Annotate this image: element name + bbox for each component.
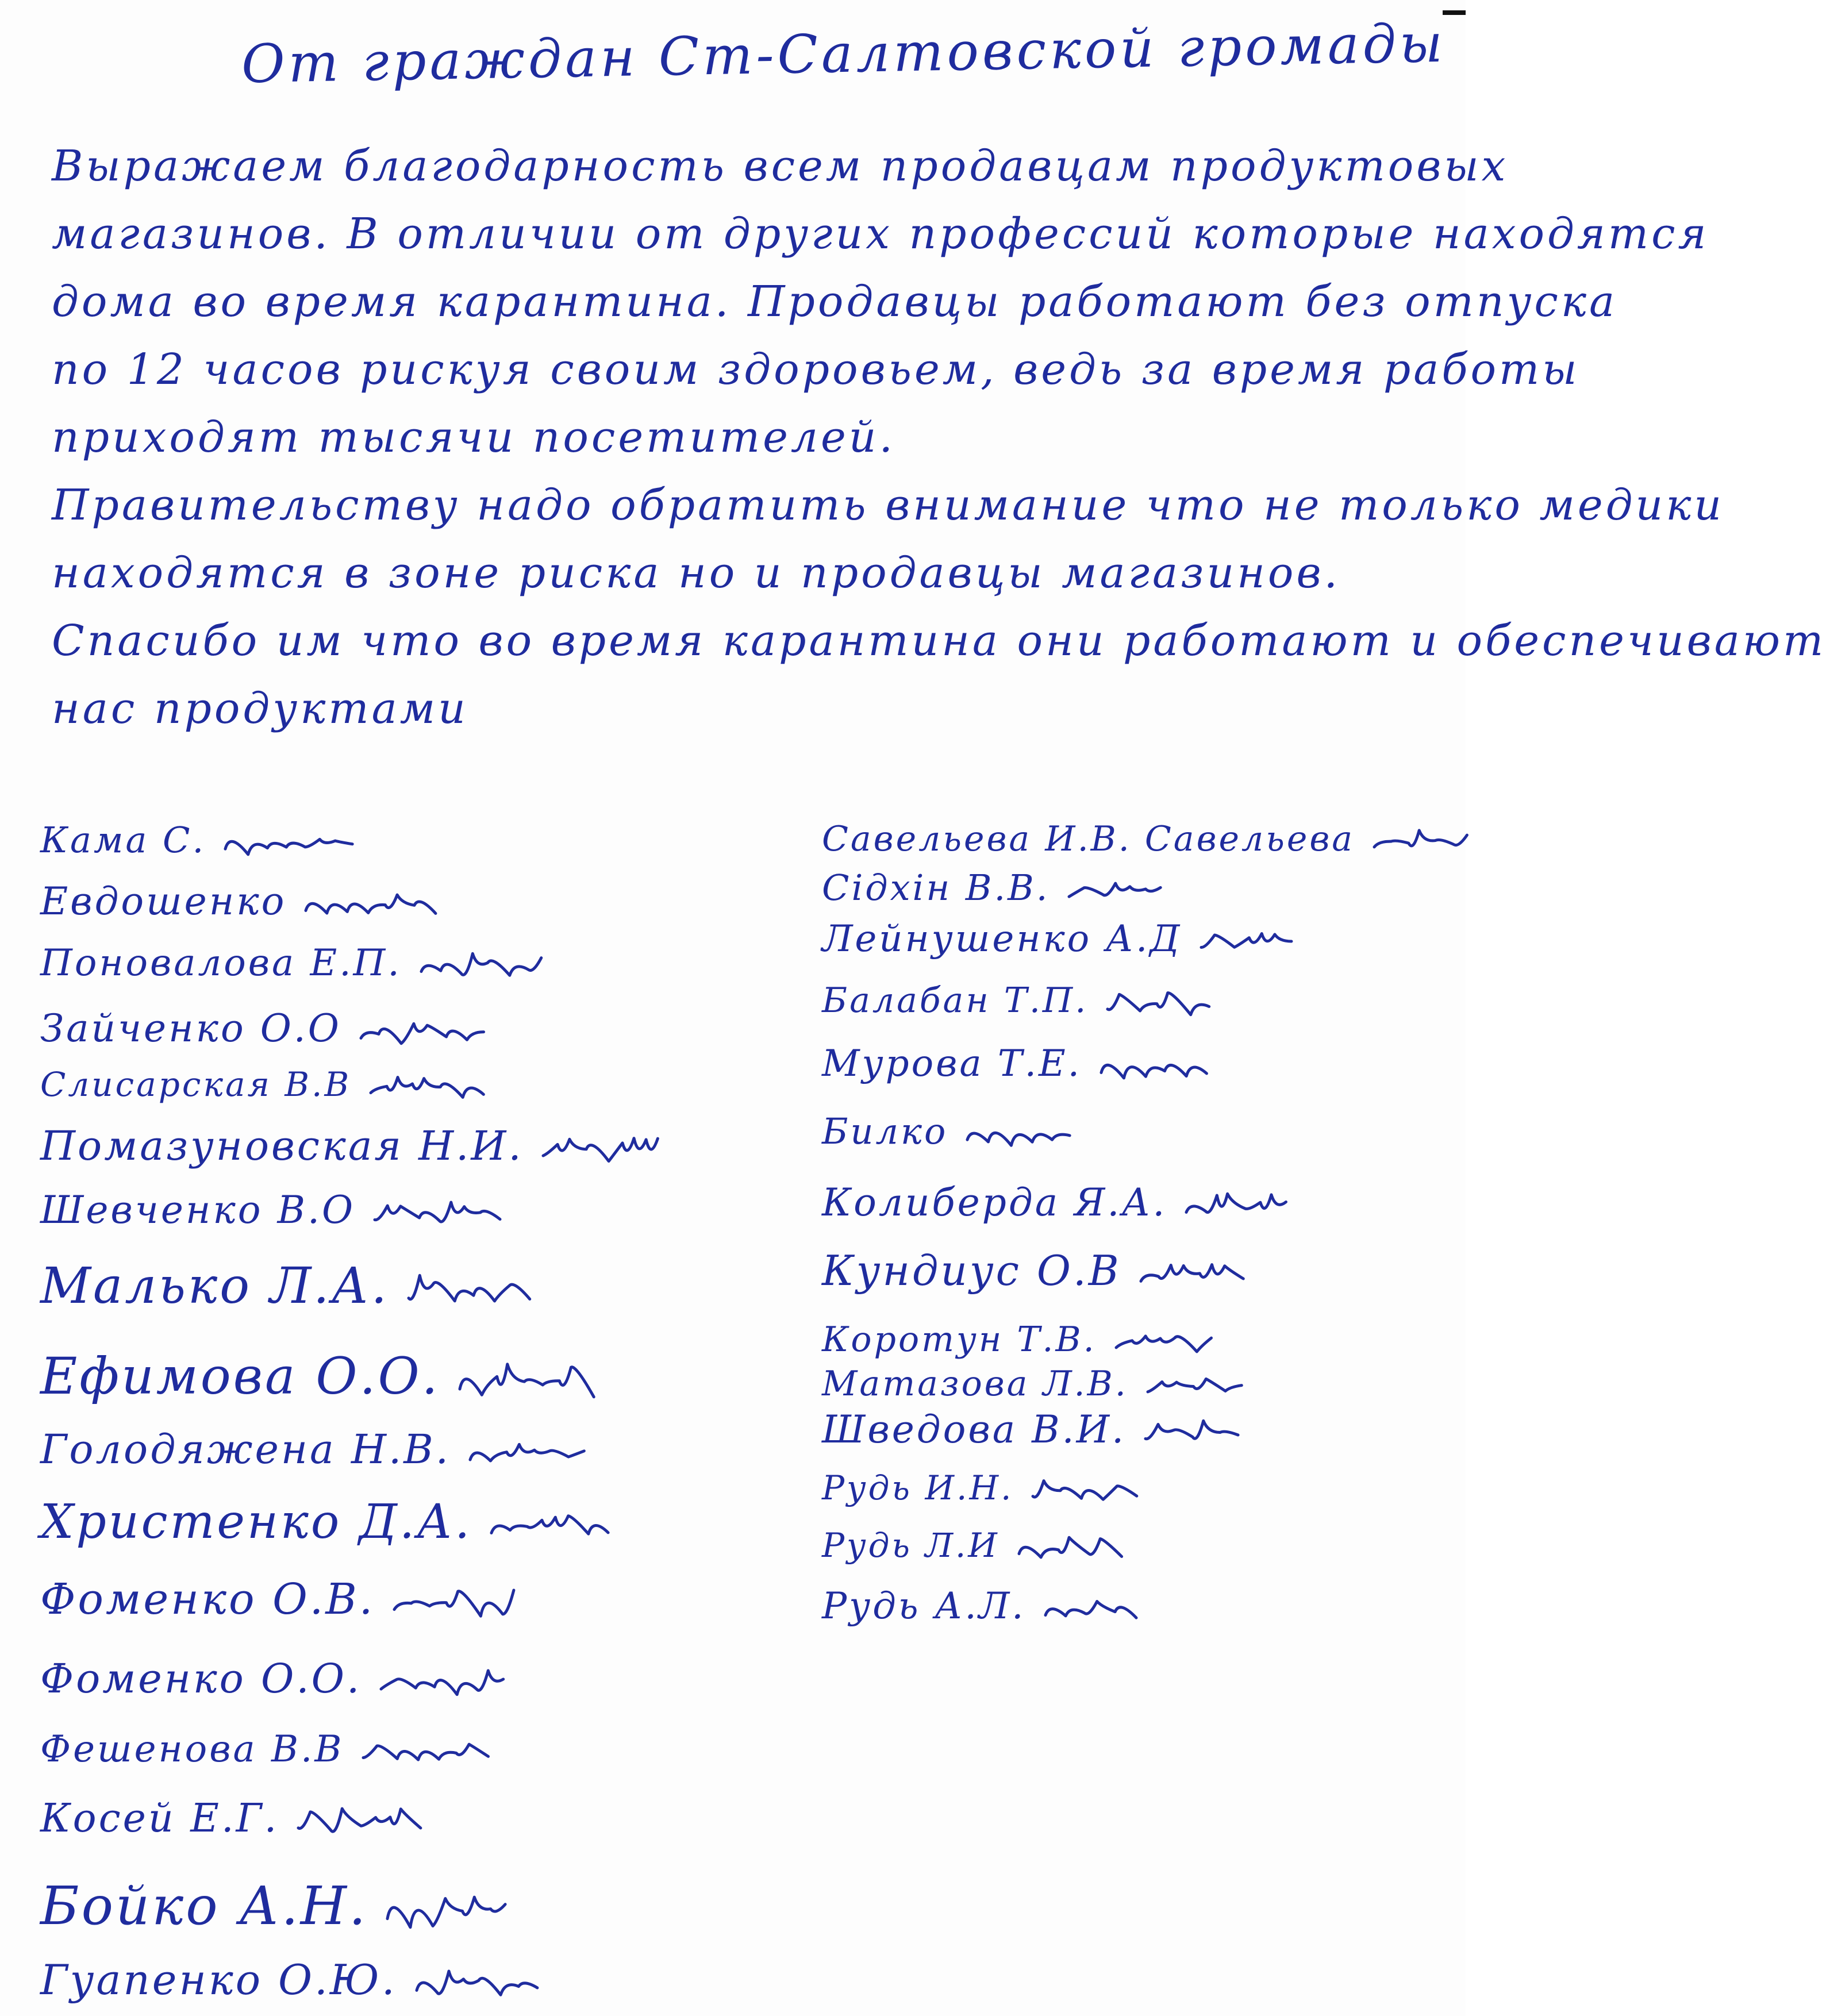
signature-mark [1372, 822, 1475, 860]
signer-name: Колиберда Я.А. [822, 1180, 1167, 1225]
signature-scribble-icon [1067, 871, 1170, 910]
signer-name: Матазова Л.В. [822, 1363, 1128, 1404]
signer-name: Ефимова О.О. [40, 1346, 440, 1406]
signature-scribble-icon [1099, 1047, 1202, 1087]
signature-mark [468, 1431, 594, 1475]
signature-mark [296, 1800, 422, 1843]
signature-row [40, 1062, 730, 1107]
signature-row [40, 1571, 730, 1629]
signatures-right-column [822, 816, 1443, 1632]
signature-row [40, 816, 730, 864]
body-line: Выражаем благодарность всем продавцам продуктовых [52, 141, 1509, 191]
signature-mark [1199, 921, 1302, 961]
signature-row [822, 1177, 1443, 1228]
signature-mark [1139, 1252, 1242, 1297]
body-line: дома во время карантина. Продавцы работают без отпуска [52, 277, 1618, 326]
signature-row [40, 1119, 730, 1174]
signer-name: Фоменко О.О. [40, 1655, 362, 1703]
signature-scribble-icon [359, 1011, 485, 1053]
signature-scribble-icon [489, 1499, 616, 1551]
signature-row [40, 1253, 730, 1319]
signature-row [40, 1422, 730, 1477]
signature-row [822, 1039, 1443, 1088]
body-line: приходят тысячи посетителей. [52, 413, 895, 462]
signer-name: Бойко А.Н. [40, 1875, 368, 1937]
signer-name: Сідхін В.В. [822, 867, 1050, 909]
signature-scribble-icon [1372, 822, 1475, 860]
scan-edge-mark [1443, 10, 1466, 15]
signature-row [822, 1465, 1443, 1510]
signature-scribble-icon [965, 1114, 1068, 1153]
signature-scribble-icon [419, 945, 545, 986]
signature-mark [223, 824, 349, 863]
signature-scribble-icon [303, 883, 430, 925]
signature-scribble-icon [385, 1881, 512, 1939]
signature-mark [541, 1127, 667, 1171]
signature-scribble-icon [1184, 1185, 1287, 1227]
signature-scribble-icon [1105, 984, 1209, 1022]
signature-mark [406, 1263, 533, 1317]
signer-name: Балабан Т.П. [822, 980, 1089, 1021]
signature-scribble-icon [392, 1579, 518, 1626]
signer-name: Лейнушенко А.Д [822, 917, 1182, 960]
signature-scribble-icon [1139, 1252, 1242, 1297]
signature-scribble-icon [1031, 1472, 1134, 1509]
signer-name: Фешенова В.В [40, 1728, 344, 1771]
signature-row [822, 914, 1443, 964]
signature-mark [419, 945, 545, 986]
signer-name: Шевченко В.О [40, 1188, 356, 1233]
signer-name: Кундиус О.В [822, 1246, 1121, 1295]
signature-mark [392, 1579, 518, 1626]
signature-scribble-icon [1043, 1589, 1147, 1629]
signer-name: Фоменко О.В. [40, 1575, 375, 1625]
signer-name: Мурова Т.Е. [822, 1042, 1082, 1086]
signature-row [40, 1725, 730, 1774]
signature-row [822, 1523, 1443, 1568]
signature-mark [1145, 1367, 1249, 1405]
signature-row [822, 1107, 1443, 1156]
body-line: нас продуктами [52, 684, 468, 733]
signature-row [40, 1184, 730, 1236]
signature-mark [1184, 1185, 1287, 1227]
signer-name: Помазуновская Н.И. [40, 1122, 524, 1169]
signature-scribble-icon [223, 824, 349, 863]
signature-mark [1067, 871, 1170, 910]
body-line: магазинов. В отличии от других профессий которые находятся [52, 209, 1709, 259]
signature-row [40, 1342, 730, 1411]
signer-name: Поновалова Е.П. [40, 941, 402, 984]
signature-scribble-icon [296, 1800, 422, 1843]
signature-scribble-icon [372, 1192, 499, 1234]
signature-mark [1114, 1323, 1217, 1361]
signer-name: Рудь И.Н. [822, 1468, 1014, 1507]
signatures-left-column [40, 816, 730, 2008]
signer-name: Шведова В.И. [822, 1407, 1127, 1452]
signer-name: Рудь Л.И [822, 1525, 1000, 1565]
signer-name: Косей Е.Г. [40, 1796, 279, 1842]
signer-name: Кама С. [40, 819, 206, 861]
letter-body [52, 132, 1826, 742]
signature-scribble-icon [1017, 1530, 1120, 1567]
signature-mark [303, 883, 430, 925]
signature-row [822, 1317, 1443, 1363]
signature-scribble-icon [458, 1353, 584, 1409]
body-line: Спасибо им что во время карантина они работают и обеспечивают [52, 616, 1826, 665]
signature-row [822, 816, 1443, 863]
signature-row [40, 1003, 730, 1054]
signature-row [40, 1491, 730, 1555]
signature-row [40, 1792, 730, 1845]
body-line: находятся в зоне риска но и продавцы магазинов. [52, 548, 1341, 598]
signature-row [822, 1361, 1443, 1407]
signature-row [822, 1404, 1443, 1455]
signature-mark [965, 1114, 1068, 1153]
signature-mark [361, 1732, 487, 1772]
signature-scribble-icon [414, 1961, 541, 2006]
signature-row [40, 938, 730, 988]
signature-row [822, 864, 1443, 912]
signature-scribble-icon [1114, 1323, 1217, 1361]
signature-mark [1043, 1589, 1147, 1629]
signature-scribble-icon [1143, 1411, 1247, 1453]
signature-scribble-icon [468, 1431, 594, 1475]
body-line: по 12 часов рискуя своим здоровьем, ведь за время работы [52, 345, 1580, 394]
signer-name: Слисарская В.В [40, 1065, 352, 1105]
signature-mark [359, 1011, 485, 1053]
signature-mark [414, 1961, 541, 2006]
signature-mark [1017, 1530, 1120, 1567]
signature-mark [489, 1499, 616, 1551]
signature-row [822, 978, 1443, 1024]
signature-mark [385, 1881, 512, 1939]
signature-mark [1099, 1047, 1202, 1087]
signature-row [40, 876, 730, 927]
signature-scribble-icon [406, 1263, 533, 1317]
body-line: Правительству надо обратить внимание что не только медики [52, 480, 1725, 530]
signer-name: Билко [822, 1110, 948, 1152]
signature-scribble-icon [361, 1732, 487, 1772]
signature-mark [1105, 984, 1209, 1022]
signature-mark [372, 1192, 499, 1234]
signature-mark [368, 1069, 495, 1106]
signature-row [822, 1582, 1443, 1631]
signer-name: Савельева И.В. Савельева [822, 819, 1355, 859]
signature-mark [1143, 1411, 1247, 1453]
signature-row [822, 1243, 1443, 1299]
signature-mark [1031, 1472, 1134, 1509]
signature-mark [379, 1660, 505, 1705]
signer-name: Малько Л.А. [40, 1257, 389, 1315]
signer-name: Христенко Д.А. [40, 1494, 472, 1549]
letter-title: От граждан Ст-Салтовской громады [241, 12, 1447, 95]
signature-row [40, 1652, 730, 1706]
signature-mark [458, 1353, 584, 1409]
signature-scribble-icon [1145, 1367, 1249, 1405]
signature-row [40, 1952, 730, 2008]
signature-row [40, 1871, 730, 1942]
signer-name: Голодяжена Н.В. [40, 1426, 451, 1473]
signer-name: Гуапенко О.Ю. [40, 1956, 397, 2005]
signer-name: Рудь А.Л. [822, 1585, 1026, 1628]
signature-scribble-icon [379, 1660, 505, 1705]
signature-scribble-icon [368, 1069, 495, 1106]
signature-scribble-icon [1199, 921, 1302, 961]
signer-name: Коротун Т.В. [822, 1319, 1097, 1360]
signature-scribble-icon [541, 1127, 667, 1171]
signer-name: Евдошенко [40, 879, 287, 924]
signer-name: Зайченко О.О [40, 1006, 341, 1051]
